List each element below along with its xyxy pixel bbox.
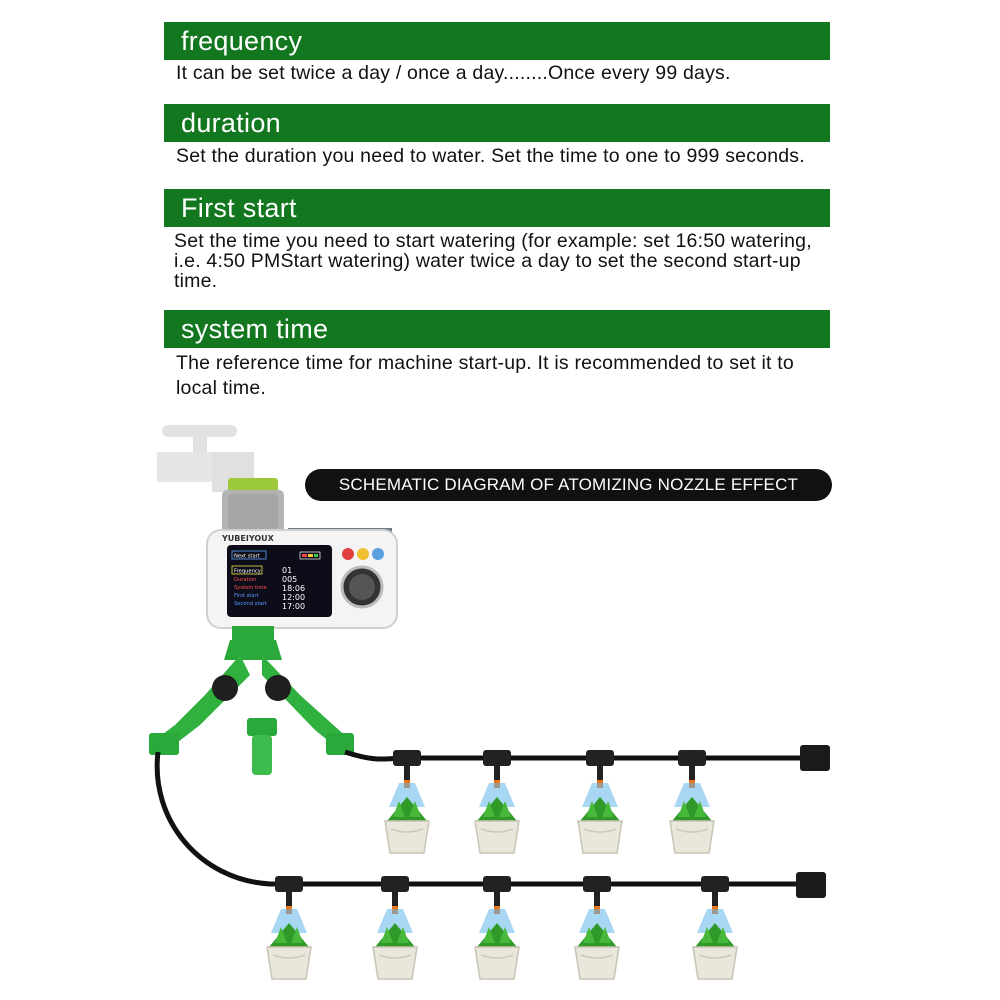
- section-text-duration: Set the duration you need to water. Set the time to one to 999 seconds.: [176, 145, 805, 167]
- lower-nozzle-2: [373, 876, 417, 979]
- reading-first-start: 12:00: [282, 593, 306, 602]
- left-valve-handle: [212, 675, 238, 701]
- lower-nozzle-5: [693, 876, 737, 979]
- irrigation-diagram: [0, 400, 1000, 1000]
- section-text-first-start: Set the time you need to start watering (for example: set 16:50 watering, i.e. 4:50 PMStart watering) water twice a day to set the second start-up time.: [174, 230, 812, 292]
- section-header-duration: duration: [164, 104, 830, 142]
- menu-duration: Duration: [234, 577, 257, 583]
- lower-nozzle-3: [475, 876, 519, 979]
- y-splitter: [149, 626, 354, 775]
- section-text-frequency: It can be set twice a day / once a day........Once every 99 days.: [176, 62, 731, 84]
- upper-nozzle-4: [670, 750, 714, 853]
- diagram-label: SCHEMATIC DIAGRAM OF ATOMIZING NOZZLE EFFECT: [305, 469, 832, 501]
- section-text-system-time: The reference time for machine start-up. It is recommended to set it to local time.: [176, 352, 794, 399]
- section-header-system-time: system time: [164, 310, 830, 348]
- upper-nozzle-3: [578, 750, 622, 853]
- section-header-first-start: First start: [164, 189, 830, 227]
- set-button: [357, 548, 369, 560]
- lower-end-plug: [796, 872, 826, 898]
- menu-system-time: System time: [234, 585, 267, 591]
- lower-nozzle-1: [267, 876, 311, 979]
- reading-frequency: 01: [282, 566, 293, 575]
- menu-next-start: Next start: [234, 553, 260, 560]
- upper-nozzle-2: [475, 750, 519, 853]
- power-button: [342, 548, 354, 560]
- manual-button: [372, 548, 384, 560]
- upper-nozzle-1: [385, 750, 429, 853]
- menu-first-start: First start: [234, 593, 259, 599]
- upper-end-plug: [800, 745, 830, 771]
- menu-second-start: Second start: [234, 601, 267, 607]
- lower-nozzle-4: [575, 876, 619, 979]
- reading-duration: 005: [282, 575, 298, 584]
- timer-device: [207, 478, 397, 628]
- reading-system-time: 18:06: [282, 584, 306, 593]
- reading-second-start: 17:00: [282, 602, 306, 611]
- menu-frequency: Frequency: [234, 568, 261, 575]
- section-header-frequency: frequency: [164, 22, 830, 60]
- right-valve-handle: [265, 675, 291, 701]
- device-brand: YUBEIYOUX: [222, 534, 274, 543]
- spare-connector: [247, 718, 277, 736]
